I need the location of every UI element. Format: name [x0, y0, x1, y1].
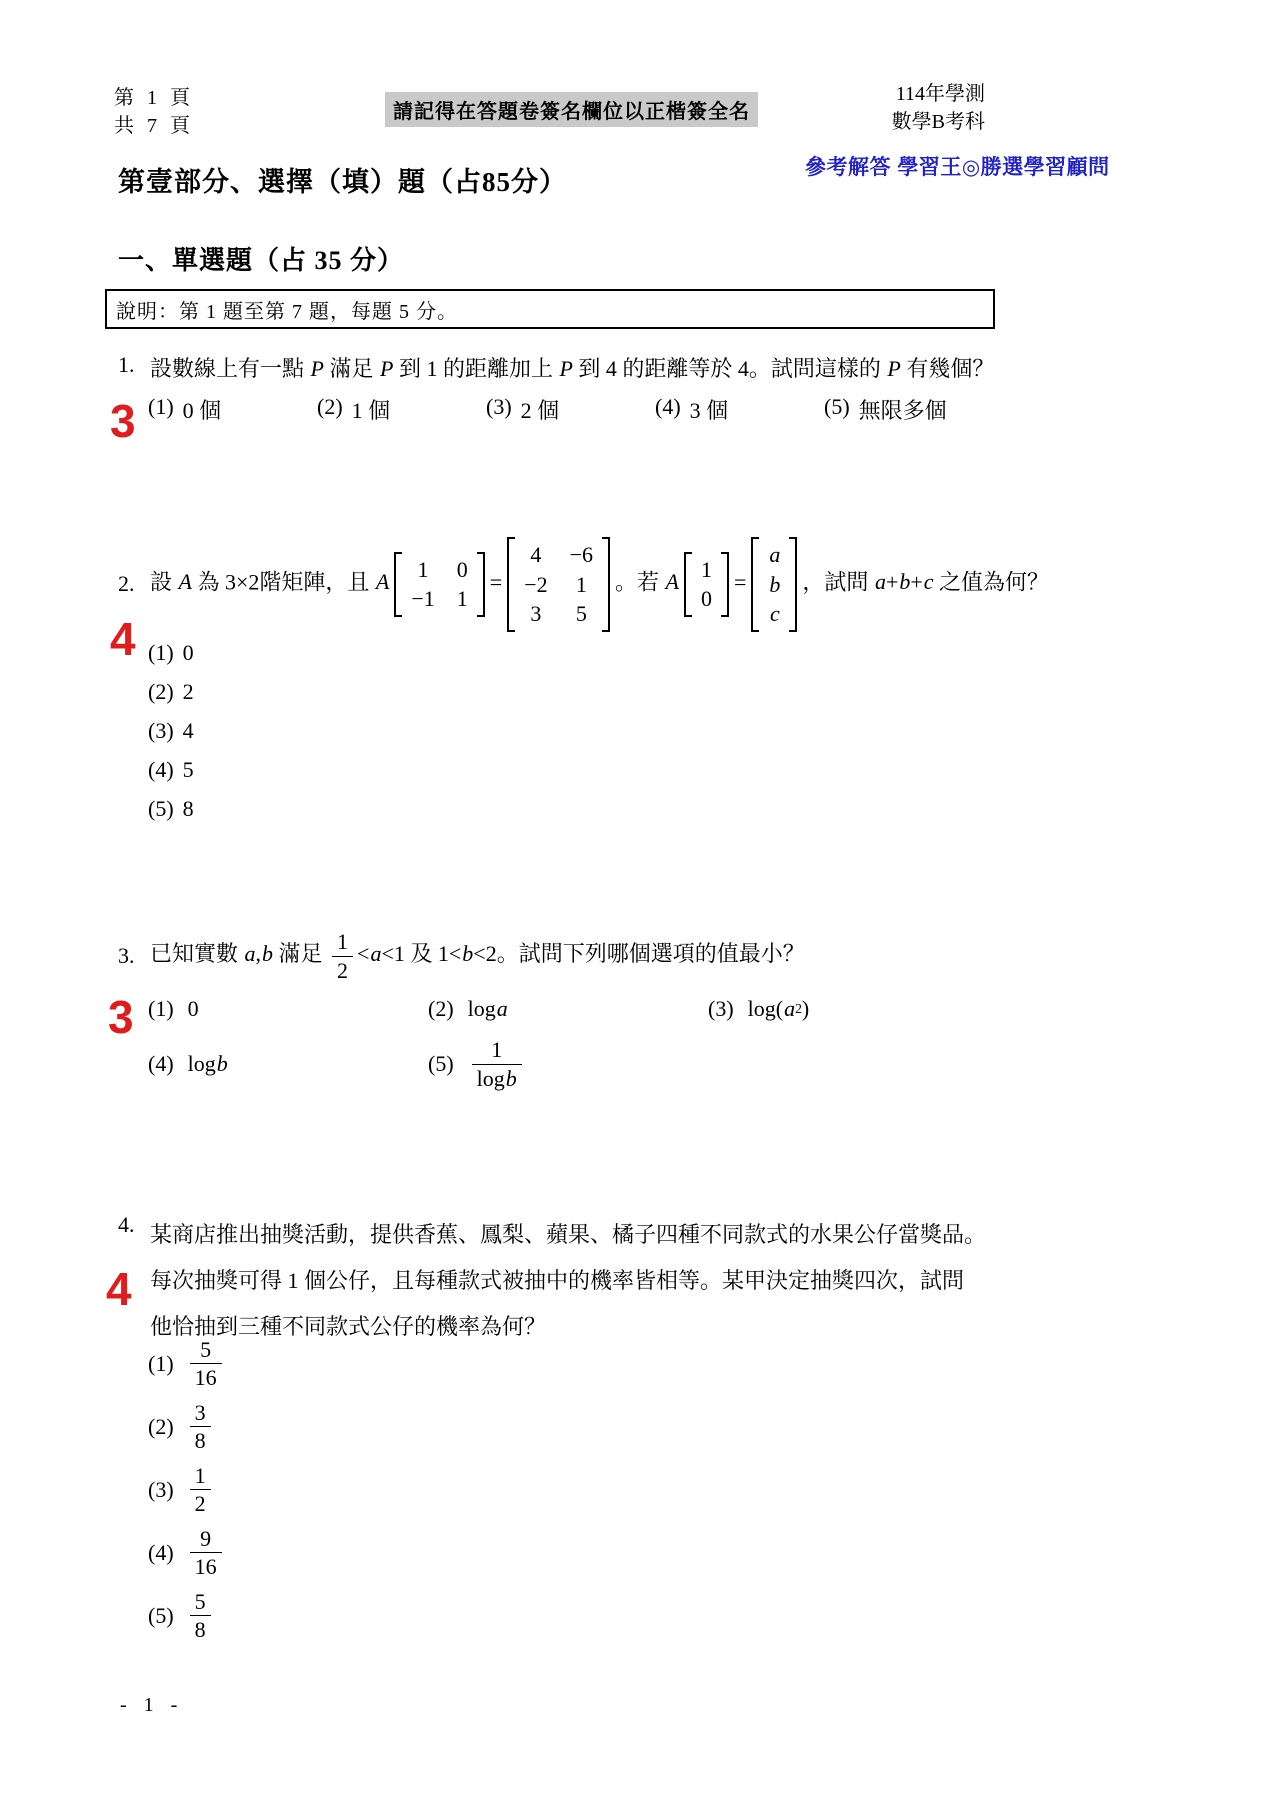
matrix-cell: 0: [701, 586, 712, 612]
question-2-options: [148, 640, 194, 835]
matrix-cell: 5: [575, 601, 587, 626]
text-segment: 3: [194, 1399, 206, 1425]
matrix-body: [692, 552, 721, 617]
exam-id: [855, 80, 985, 136]
text-segment: <1 及 1<: [381, 941, 462, 967]
matrix-cell: 1: [456, 586, 468, 612]
text-segment: =: [489, 569, 503, 595]
fraction-numerator: [190, 1399, 211, 1427]
math-variable: P: [559, 356, 573, 381]
math-variable: c: [923, 569, 934, 595]
matrix-cell: 0: [456, 556, 468, 582]
text-segment: 已知實數: [150, 941, 244, 967]
option-label: (5): [148, 796, 174, 821]
signature-notice: 請記得在答題卷簽名欄位以正楷簽全名: [385, 92, 758, 127]
matrix-cell: 3: [530, 601, 542, 626]
question-4-line2: 每次抽獎可得 1 個公仔，且每種款式被抽中的機率皆相等。某甲決定抽獎四次，試問: [150, 1268, 965, 1293]
part-title: 第壹部分、選擇（填）題（占85分）: [118, 167, 567, 197]
fraction-numerator: [332, 928, 353, 956]
question-1-number: 1.: [118, 352, 135, 377]
question-1-option-2: [317, 394, 486, 425]
text-segment: 有幾個？: [900, 356, 995, 381]
math-variable: a: [496, 996, 508, 1021]
question-1-option-3: [486, 394, 655, 425]
fraction-denominator: [190, 1427, 211, 1455]
question-3-number: 3.: [118, 943, 135, 968]
question-4-option-4: [148, 1525, 226, 1580]
matrix-body: [402, 552, 476, 617]
question-1-options: [148, 394, 947, 425]
matrix-body: [515, 537, 602, 632]
text-segment: 設: [150, 569, 178, 595]
matrix-cell: 4: [530, 542, 542, 567]
option-label: (1): [148, 996, 174, 1021]
math-variable: P: [310, 356, 324, 381]
question-3: [118, 928, 1208, 984]
text-segment: ): [801, 996, 810, 1021]
fraction-denominator: [472, 1065, 522, 1093]
text-segment: 0 個: [182, 398, 222, 423]
matrix-right-bracket: [477, 552, 485, 617]
option-value: [186, 1588, 215, 1644]
question-2: [118, 537, 1228, 632]
option-label: (3): [148, 1476, 174, 1502]
math-variable: A: [375, 569, 390, 595]
fraction: [472, 1036, 522, 1092]
page-counter-line1: 第 1 頁: [114, 87, 194, 109]
text-segment: 1: [194, 1462, 206, 1488]
question-1-option-1: [148, 394, 317, 425]
page-counter: [114, 84, 194, 140]
fraction-numerator: [486, 1036, 507, 1064]
matrix-cell: 1: [575, 571, 587, 597]
text-segment: 1: [491, 1037, 503, 1062]
text-segment: 16: [194, 1554, 217, 1579]
page-counter-line2: 共 7 頁: [114, 115, 194, 137]
math-variable: A: [178, 569, 192, 595]
fraction: [332, 928, 353, 984]
text-segment: 到 1 的距離加上: [393, 356, 559, 381]
fraction: [190, 1336, 222, 1392]
question-1-answer: 3: [110, 395, 136, 447]
text-segment: +: [910, 569, 923, 595]
option-value: [183, 796, 194, 822]
matrix-cell: c: [770, 601, 780, 626]
text-segment: ，試問: [802, 569, 874, 595]
option-value: [748, 996, 810, 1022]
option-value: [690, 394, 729, 425]
text-segment: 1 個: [351, 398, 391, 423]
matrix: [394, 552, 484, 617]
text-segment: 8: [182, 796, 194, 821]
fraction-denominator: [190, 1364, 222, 1392]
text-segment: =: [734, 569, 747, 595]
fraction-denominator: [190, 1616, 211, 1644]
option-value: [183, 679, 194, 705]
text-segment: 0: [187, 996, 199, 1021]
math-variable: a: [874, 569, 886, 595]
text-segment: 5: [200, 1336, 212, 1362]
fraction-numerator: [195, 1336, 216, 1364]
question-3-option-1: [148, 996, 428, 1022]
matrix-right-bracket: [789, 537, 797, 632]
question-3-option-3: [708, 996, 988, 1022]
text-segment: 0: [182, 640, 194, 665]
option-label: (4): [655, 394, 681, 419]
sub-title: 一、單選題（占 35 分）: [118, 246, 405, 275]
question-2-option-2: [148, 679, 194, 718]
option-value: [183, 394, 222, 425]
text-segment: 滿足: [323, 356, 379, 381]
option-label: (5): [428, 1051, 454, 1076]
text-segment: 到 4 的距離等於 4。試問這樣的: [572, 356, 887, 381]
matrix-cell: −2: [524, 571, 548, 597]
option-label: (3): [148, 718, 174, 743]
text-segment: 2 個: [520, 398, 560, 423]
question-2-option-4: [148, 757, 194, 796]
fraction-numerator: [190, 1462, 211, 1490]
text-segment: 8: [194, 1428, 206, 1453]
option-value: [859, 394, 947, 425]
text-segment: 2: [337, 957, 349, 983]
question-2-option-5: [148, 796, 194, 835]
matrix-cell: −6: [569, 542, 594, 567]
text-segment: 1: [337, 929, 349, 954]
matrix-left-bracket: [507, 537, 515, 632]
question-4-line3: 他恰抽到三種不同款式公仔的機率為何？: [150, 1314, 547, 1339]
math-variable: b: [505, 1065, 517, 1091]
question-4-number: 4.: [118, 1212, 135, 1237]
question-4-answer: 4: [106, 1263, 132, 1315]
question-4-line1: 某商店推出抽獎活動，提供香蕉、鳳梨、蘋果、橘子四種不同款式的水果公仔當獎品。: [150, 1222, 987, 1247]
question-4: [118, 1212, 1208, 1350]
page-number: - 1 -: [120, 1694, 184, 1716]
text-segment: <: [357, 941, 370, 967]
text-segment: 4: [182, 718, 194, 743]
option-value: [183, 718, 194, 744]
fraction: [190, 1462, 211, 1518]
text-segment: 5: [194, 1588, 206, 1614]
matrix-cell: −1: [411, 586, 435, 612]
text-segment: log: [476, 1065, 505, 1091]
instruction-text: 說明：第 1 題至第 7 題，每題 5 分。: [116, 300, 458, 323]
question-3-option-2: [428, 996, 708, 1022]
text-segment: 為 3×2階矩陣，且: [191, 569, 375, 595]
matrix: [684, 552, 729, 617]
text-segment: log: [187, 1051, 216, 1076]
question-2-text: [150, 537, 1228, 632]
fraction-numerator: [190, 1588, 211, 1616]
option-label: (3): [708, 996, 734, 1021]
question-1-option-5: [824, 394, 947, 425]
matrix-cell: 1: [701, 556, 712, 582]
question-1-option-4: [655, 394, 824, 425]
matrix-cell: b: [769, 571, 781, 597]
text-segment: 2: [194, 1491, 206, 1516]
text-segment: 。若: [615, 569, 665, 595]
option-value: [186, 1336, 226, 1392]
math-variable: P: [379, 356, 394, 381]
math-variable: b: [899, 569, 911, 595]
option-label: (2): [148, 1413, 174, 1439]
question-4-options: [148, 1336, 226, 1643]
fraction-denominator: [332, 957, 353, 985]
matrix: [507, 537, 610, 632]
question-3-text: [150, 928, 1208, 984]
option-value: [188, 1051, 228, 1077]
option-value: [521, 394, 560, 425]
option-label: (1): [148, 394, 174, 419]
text-segment: 2: [795, 1001, 802, 1016]
option-label: (4): [148, 757, 174, 782]
text-segment: 設數線上有一點: [150, 356, 310, 381]
instruction-box: [105, 289, 995, 329]
math-variable: a: [244, 941, 256, 967]
option-label: (5): [148, 1602, 174, 1628]
text-segment: 2: [182, 679, 194, 704]
fraction: [190, 1399, 211, 1455]
question-4-option-3: [148, 1462, 226, 1517]
exam-year: 114年學測: [895, 83, 985, 105]
fraction: [190, 1588, 211, 1644]
question-3-options-row1: [148, 996, 988, 1022]
text-segment: +: [885, 569, 899, 595]
solution-credit: 參考解答 學習王◎勝選學習顧問: [805, 156, 1110, 179]
matrix-body: [759, 537, 789, 632]
fraction-numerator: [195, 1525, 216, 1553]
option-label: (2): [148, 679, 174, 704]
question-2-answer: 4: [110, 613, 136, 665]
text-segment: ,: [255, 941, 262, 967]
option-value: [186, 1462, 215, 1518]
question-2-number: 2.: [118, 571, 135, 597]
question-1-text: [150, 352, 1208, 383]
text-segment: 9: [200, 1525, 212, 1551]
text-segment: 無限多個: [858, 398, 947, 423]
option-label: (1): [148, 640, 174, 665]
option-label: (4): [148, 1051, 174, 1076]
math-variable: P: [887, 356, 901, 381]
matrix-cell: 1: [417, 556, 429, 582]
math-variable: b: [462, 941, 474, 967]
question-4-option-5: [148, 1588, 226, 1643]
matrix-cell: a: [769, 542, 781, 567]
question-3-option-5: [428, 1036, 708, 1092]
option-value: [468, 1036, 526, 1092]
option-value: [186, 1399, 215, 1455]
question-3-answer: 3: [108, 991, 134, 1043]
option-value: [186, 1525, 226, 1581]
option-value: [183, 640, 194, 666]
matrix: [751, 537, 797, 632]
text-segment: 滿足: [273, 941, 329, 967]
option-label: (2): [428, 996, 454, 1021]
question-3-option-4: [148, 1051, 428, 1077]
question-4-text: [150, 1212, 1208, 1350]
question-3-options-row2: [148, 1036, 708, 1092]
text-segment: <2。試問下列哪個選項的值最小？: [473, 941, 805, 967]
math-variable: a: [370, 941, 382, 967]
fraction-denominator: [190, 1490, 211, 1518]
text-segment: 之值為何？: [933, 569, 1050, 595]
math-variable: a: [784, 996, 796, 1021]
option-value: [352, 394, 391, 425]
text-segment: log: [467, 996, 496, 1021]
option-value: [183, 757, 194, 783]
math-variable: b: [262, 941, 274, 967]
question-1: [118, 352, 1208, 383]
fraction-denominator: [190, 1553, 222, 1581]
option-value: [468, 996, 508, 1022]
math-variable: b: [216, 1051, 228, 1076]
option-label: (1): [148, 1350, 174, 1376]
option-label: (2): [317, 394, 343, 419]
option-label: (5): [824, 394, 850, 419]
text-segment: 16: [194, 1365, 217, 1390]
option-label: (4): [148, 1539, 174, 1565]
option-label: (3): [486, 394, 512, 419]
math-variable: A: [665, 569, 679, 595]
text-segment: 3 個: [689, 398, 729, 423]
question-4-option-2: [148, 1399, 226, 1454]
matrix-left-bracket: [751, 537, 759, 632]
question-2-option-3: [148, 718, 194, 757]
question-4-option-1: [148, 1336, 226, 1391]
question-2-option-1: [148, 640, 194, 679]
option-value: [188, 996, 199, 1022]
text-segment: 8: [194, 1617, 206, 1642]
matrix-left-bracket: [684, 552, 692, 617]
matrix-right-bracket: [602, 537, 610, 632]
text-segment: 5: [182, 757, 194, 782]
matrix-left-bracket: [394, 552, 402, 617]
fraction: [190, 1525, 222, 1581]
text-segment: log(: [747, 996, 784, 1021]
exam-subject: 數學B考科: [891, 111, 985, 133]
matrix-right-bracket: [721, 552, 729, 617]
